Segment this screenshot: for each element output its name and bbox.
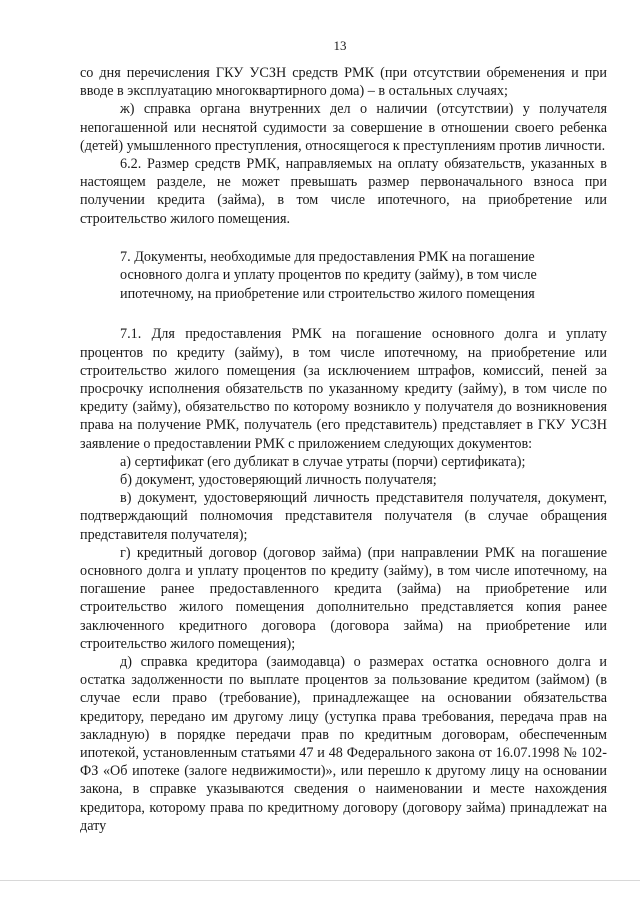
list-item-g: г) кредитный договор (договор займа) (при направлении РМК на погашение основного долга и уплату процентов по кредиту (займу), в том числе ипотечному, на погашение ранее предоставленного кредита (займа) на приобретение или строительство жилого помещения дополнительно представляется копия ранее заключенного кредитного договора (договора займа) на приобретение или строительство жилого помещения); xyxy=(80,544,607,652)
list-item-b: б) документ, удостоверяющий личность получателя; xyxy=(120,471,437,488)
page-number: 13 xyxy=(333,38,347,53)
list-item-a: а) сертификат (его дубликат в случае утраты (порчи) сертификата); xyxy=(120,453,526,470)
list-item-d: д) справка кредитора (заимодавца) о размерах остатка основного долга и остатка задолженности по выплате процентов за пользование кредитом (займом) (в случае если право (требование), принадлежащее на основании обязательства кредитору, передано им другому лицу (уступка права требования, передача прав на закладную) в порядке передачи прав по кредитным договорам, обеспеченным ипотекой, установленным статьями 47 и 48 Федерального закона от 16.07.1998 № 102-ФЗ «Об ипотеке (залоге недвижимости)», или перешло к другому лицу на основании закона, в справке указываются сведения о наименовании и месте нахождения кредитора, которому права по кредитному договору (договору займа) принадлежат на дату xyxy=(80,653,607,834)
document-body xyxy=(80,64,607,835)
paragraph-6-2: 6.2. Размер средств РМК, направляемых на оплату обязательств, указанных в настоящем разделе, не может превышать размер первоначального взноса при получении кредита (займа), в том числе ипотечного, на приобретение или строительство жилого помещения. xyxy=(80,156,607,227)
list-item-v: в) документ, удостоверяющий личность представителя получателя, документ, подтверждающий полномочия представителя получателя (в случае обращения представителя получателя); xyxy=(80,490,607,543)
paragraph-continuation: со дня перечисления ГКУ УСЗН средств РМК (при отсутствии обременения и при вводе в эксплуатацию многоквартирного дома) – в остальных случаях; xyxy=(80,65,607,100)
section-heading: 7. Документы, необходимые для предоставления РМК на погашение основного долга и уплату процентов по кредиту (займу), в том числе ипотечному, на приобретение или строительство жилого помещения xyxy=(120,248,537,302)
paragraph-item-zh: ж) справка органа внутренних дел о наличии (отсутствии) у получателя непогашенной или неснятой судимости за совершение в отношении своего ребенка (детей) умышленного преступления, относящегося к преступлениям против личности. xyxy=(80,101,607,154)
page-bottom-divider xyxy=(0,880,640,881)
paragraph-7-1: 7.1. Для предоставления РМК на погашение основного долга и уплату процентов по кредиту (займу), в том числе ипотечному, на приобретение или строительство жилого помещения (за исключением штрафов, комиссий, пеней за просрочку исполнения обязательств по указанному кредиту (займу), в том числе по кредиту (займу), обязательство по которому возникло у получателя до возникновения права на получение РМК, получатель (его представитель) представляет в ГКУ УСЗН заявление о предоставлении РМК с приложением следующих документов: xyxy=(80,326,607,452)
